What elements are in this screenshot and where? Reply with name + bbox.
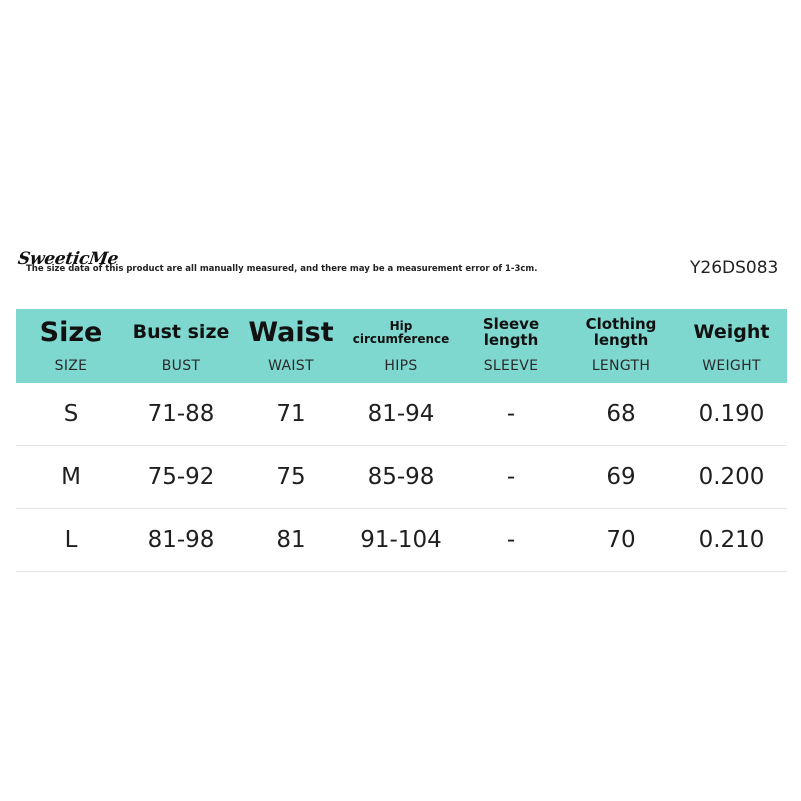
header-subtitle: WAIST (268, 358, 314, 374)
header-cell-size (16, 309, 126, 383)
header-cell-sleeve (456, 309, 566, 383)
header-subtitle: BUST (161, 358, 201, 374)
header-subtitle: WEIGHT (702, 358, 761, 374)
table-row-l (16, 509, 787, 572)
brand-logo: SweeticMe (16, 249, 120, 269)
measurement-note: The size data of this product are all manually measured, and there may be a measurement error of 1-3cm. (26, 264, 538, 274)
cell-hips: 91-104 (360, 527, 442, 553)
cell-sleeve: - (506, 464, 516, 490)
header-cell-hips (346, 309, 456, 383)
product-code: Y26DS083 (690, 258, 779, 278)
cell-waist: 71 (276, 401, 306, 427)
header-title: Sleeve length (482, 315, 540, 349)
cell-length: 68 (606, 401, 636, 427)
table-header (16, 309, 787, 383)
header-subtitle: LENGTH (591, 358, 651, 374)
header-subtitle: SLEEVE (483, 358, 539, 374)
header-cell-weight (676, 309, 787, 383)
cell-weight: 0.200 (698, 464, 765, 490)
cell-bust: 71-88 (147, 401, 215, 427)
cell-waist: 81 (276, 527, 306, 553)
cell-hips: 85-98 (367, 464, 435, 490)
header-subtitle: HIPS (384, 358, 418, 374)
cell-weight: 0.210 (698, 527, 765, 553)
header-title: Bust size (132, 321, 230, 344)
cell-size: M (61, 464, 81, 490)
header-cell-waist (236, 309, 346, 383)
cell-size: S (63, 401, 79, 427)
size-table (16, 309, 787, 572)
header-title: Waist (248, 316, 334, 348)
cell-sleeve: - (506, 527, 516, 553)
cell-sleeve: - (506, 401, 516, 427)
header-title: Hip circumference (352, 319, 450, 346)
header-subtitle: SIZE (54, 358, 88, 374)
table-row-s (16, 383, 787, 446)
cell-bust: 81-98 (147, 527, 215, 553)
cell-bust: 75-92 (147, 464, 215, 490)
table-row-m (16, 446, 787, 509)
cell-weight: 0.190 (698, 401, 765, 427)
header-cell-length (566, 309, 676, 383)
header-title: Size (39, 316, 103, 348)
cell-length: 70 (606, 527, 636, 553)
header-cell-bust (126, 309, 236, 383)
header-title: Weight (693, 321, 770, 344)
header-title: Clothing length (585, 315, 657, 349)
cell-hips: 81-94 (367, 401, 435, 427)
cell-waist: 75 (276, 464, 306, 490)
cell-size: L (64, 527, 78, 553)
cell-length: 69 (606, 464, 636, 490)
